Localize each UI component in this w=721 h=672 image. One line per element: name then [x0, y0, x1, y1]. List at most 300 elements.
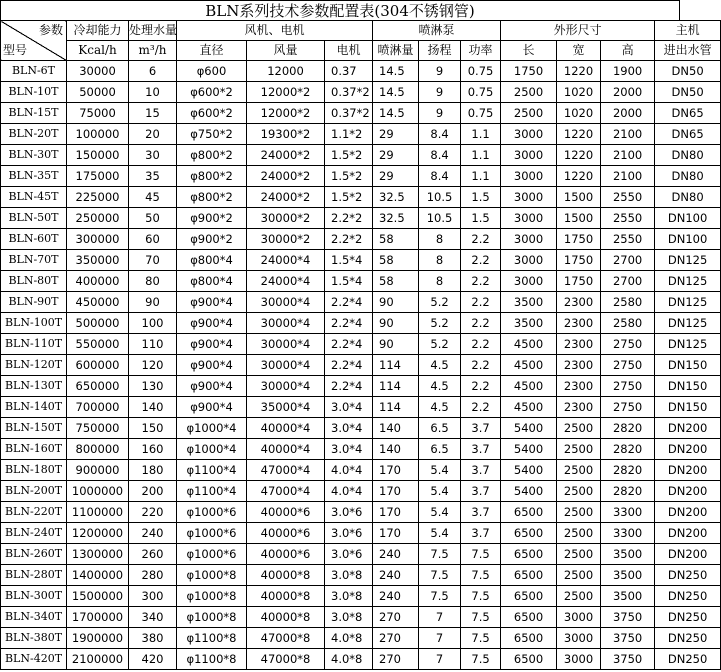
air-volume-cell: 30000*4	[247, 313, 325, 334]
water-flow-cell: 110	[129, 334, 177, 355]
pump-head-cell: 5.4	[419, 523, 461, 544]
pipe-size-cell: DN200	[655, 460, 721, 481]
pump-head-cell: 9	[419, 103, 461, 124]
table-row	[1, 502, 721, 523]
motor-power-cell: 2.2*4	[325, 355, 373, 376]
pipe-size-cell: DN100	[655, 208, 721, 229]
width-cell: 2300	[557, 376, 601, 397]
fan-diameter-cell: φ900*2	[177, 208, 247, 229]
pipe-size-cell: DN200	[655, 481, 721, 502]
header-row-1	[1, 21, 721, 41]
pump-power-cell: 2.2	[461, 355, 501, 376]
pump-head-cell: 8	[419, 229, 461, 250]
motor-power-cell: 1.5*2	[325, 187, 373, 208]
spray-volume-cell: 14.5	[373, 82, 419, 103]
table-row	[1, 292, 721, 313]
water-flow-cell: 340	[129, 607, 177, 628]
width-cell: 2500	[557, 502, 601, 523]
motor-power-cell: 2.2*4	[325, 313, 373, 334]
table-row	[1, 628, 721, 649]
air-volume-cell: 30000*2	[247, 229, 325, 250]
spray-volume-cell: 32.5	[373, 187, 419, 208]
pump-head-cell: 6.5	[419, 439, 461, 460]
length-cell: 3000	[501, 271, 557, 292]
cooling-capacity-cell: 750000	[67, 418, 129, 439]
pump-power-cell: 2.2	[461, 334, 501, 355]
height-cell: 3750	[601, 628, 655, 649]
model-cell: BLN-60T	[1, 229, 67, 250]
pump-head-cell: 7	[419, 607, 461, 628]
cooling-capacity-cell: 30000	[67, 61, 129, 82]
length-cell: 3000	[501, 166, 557, 187]
fan-diameter-cell: φ1000*8	[177, 565, 247, 586]
width-cell: 3000	[557, 649, 601, 670]
pump-head-cell: 8	[419, 250, 461, 271]
air-volume-cell: 40000*6	[247, 544, 325, 565]
model-cell: BLN-10T	[1, 82, 67, 103]
pipe-size-cell: DN65	[655, 103, 721, 124]
cooling-capacity-cell: 1300000	[67, 544, 129, 565]
height-cell: 2750	[601, 397, 655, 418]
fan-diameter-cell: φ600	[177, 61, 247, 82]
pump-head-cell: 5.4	[419, 502, 461, 523]
pump-power-cell: 1.1	[461, 124, 501, 145]
pump-head-cell: 7	[419, 649, 461, 670]
fan-diameter-cell: φ750*2	[177, 124, 247, 145]
model-cell: BLN-220T	[1, 502, 67, 523]
power-header: 功率	[461, 41, 501, 61]
water-flow-cell: 70	[129, 250, 177, 271]
pump-head-cell: 5.2	[419, 292, 461, 313]
cooling-capacity-cell: 650000	[67, 376, 129, 397]
width-cell: 2500	[557, 460, 601, 481]
pump-power-cell: 2.2	[461, 229, 501, 250]
height-cell: 1900	[601, 61, 655, 82]
fan-diameter-cell: φ800*2	[177, 145, 247, 166]
fan-diameter-cell: φ600*2	[177, 103, 247, 124]
length-cell: 6500	[501, 586, 557, 607]
table-row	[1, 607, 721, 628]
length-cell: 4500	[501, 334, 557, 355]
motor-power-cell: 3.0*8	[325, 565, 373, 586]
fan-diameter-cell: φ1100*8	[177, 628, 247, 649]
pump-head-cell: 7	[419, 628, 461, 649]
spray-volume-cell: 240	[373, 586, 419, 607]
height-cell: 3500	[601, 544, 655, 565]
air-volume-cell: 47000*4	[247, 481, 325, 502]
pump-head-cell: 5.2	[419, 334, 461, 355]
water-flow-cell: 60	[129, 229, 177, 250]
water-flow-cell: 100	[129, 313, 177, 334]
height-cell: 2000	[601, 103, 655, 124]
length-cell: 1750	[501, 61, 557, 82]
motor-power-cell: 3.0*8	[325, 607, 373, 628]
cooling-capacity-cell: 900000	[67, 460, 129, 481]
pipe-size-cell: DN200	[655, 544, 721, 565]
air-volume-cell: 40000*6	[247, 523, 325, 544]
model-cell: BLN-240T	[1, 523, 67, 544]
fan-diameter-cell: φ800*4	[177, 250, 247, 271]
air-volume-cell: 12000*2	[247, 103, 325, 124]
spray-volume-cell: 270	[373, 649, 419, 670]
pipe-size-cell: DN50	[655, 61, 721, 82]
air-volume-cell: 30000*4	[247, 292, 325, 313]
pump-head-cell: 10.5	[419, 208, 461, 229]
pump-power-cell: 7.5	[461, 607, 501, 628]
pump-head-cell: 8.4	[419, 145, 461, 166]
length-cell: 3500	[501, 292, 557, 313]
length-cell: 5400	[501, 418, 557, 439]
spray-volume-cell: 58	[373, 271, 419, 292]
height-cell: 2550	[601, 208, 655, 229]
air-volume-cell: 12000*2	[247, 82, 325, 103]
height-cell: 2580	[601, 292, 655, 313]
air-volume-cell: 47000*4	[247, 460, 325, 481]
pipe-size-cell: DN200	[655, 439, 721, 460]
pipe-size-cell: DN125	[655, 271, 721, 292]
spray-volume-cell: 58	[373, 250, 419, 271]
air-volume-cell: 40000*8	[247, 607, 325, 628]
cooling-capacity-cell: 500000	[67, 313, 129, 334]
pump-head-cell: 9	[419, 61, 461, 82]
pump-power-cell: 2.2	[461, 397, 501, 418]
spray-volume-cell: 170	[373, 460, 419, 481]
water-flow-cell: 180	[129, 460, 177, 481]
fan-diameter-cell: φ800*2	[177, 187, 247, 208]
pump-power-cell: 1.5	[461, 187, 501, 208]
motor-power-cell: 2.2*4	[325, 376, 373, 397]
pipe-size-cell: DN200	[655, 418, 721, 439]
motor-power-cell: 3.0*8	[325, 586, 373, 607]
length-cell: 6500	[501, 523, 557, 544]
header-row-2	[1, 41, 721, 61]
air-volume-cell: 47000*8	[247, 649, 325, 670]
cooling-capacity-cell: 75000	[67, 103, 129, 124]
pump-power-cell: 2.2	[461, 376, 501, 397]
length-cell: 6500	[501, 565, 557, 586]
pipe-size-cell: DN100	[655, 229, 721, 250]
cooling-capacity-cell: 50000	[67, 82, 129, 103]
cooling-capacity-cell: 1700000	[67, 607, 129, 628]
pipe-size-cell: DN250	[655, 649, 721, 670]
air-volume-cell: 12000	[247, 61, 325, 82]
width-cell: 1500	[557, 187, 601, 208]
width-cell: 2500	[557, 439, 601, 460]
pump-head-cell: 4.5	[419, 376, 461, 397]
pump-power-cell: 1.1	[461, 145, 501, 166]
table-row	[1, 271, 721, 292]
water-flow-cell: 140	[129, 397, 177, 418]
air-volume-cell: 40000*8	[247, 586, 325, 607]
length-cell: 4500	[501, 397, 557, 418]
spray-volume-cell: 140	[373, 418, 419, 439]
motor-power-cell: 4.0*4	[325, 460, 373, 481]
fan-diameter-cell: φ1000*6	[177, 502, 247, 523]
air-volume-cell: 40000*6	[247, 502, 325, 523]
length-cell: 3000	[501, 250, 557, 271]
table-row	[1, 187, 721, 208]
width-cell: 1750	[557, 250, 601, 271]
cooling-capacity-cell: 1100000	[67, 502, 129, 523]
model-cell: BLN-90T	[1, 292, 67, 313]
model-cell: BLN-6T	[1, 61, 67, 82]
width-cell: 1220	[557, 166, 601, 187]
fan-diameter-cell: φ900*4	[177, 313, 247, 334]
fan-diameter-cell: φ900*4	[177, 292, 247, 313]
fan-diameter-cell: φ900*2	[177, 229, 247, 250]
width-cell: 2300	[557, 313, 601, 334]
pipe-size-cell: DN150	[655, 355, 721, 376]
water-flow-cell: 90	[129, 292, 177, 313]
model-cell: BLN-180T	[1, 460, 67, 481]
height-cell: 2100	[601, 124, 655, 145]
cooling-capacity-cell: 225000	[67, 187, 129, 208]
water-flow-cell: 50	[129, 208, 177, 229]
width-cell: 1220	[557, 145, 601, 166]
fan-diameter-cell: φ900*4	[177, 376, 247, 397]
height-cell: 3500	[601, 565, 655, 586]
pump-head-cell: 7.5	[419, 544, 461, 565]
cooling-capacity-cell: 400000	[67, 271, 129, 292]
model-cell: BLN-300T	[1, 586, 67, 607]
height-header: 高	[601, 41, 655, 61]
pipe-size-cell: DN125	[655, 250, 721, 271]
pump-power-cell: 3.7	[461, 502, 501, 523]
water-flow-cell: 120	[129, 355, 177, 376]
water-flow-cell: 280	[129, 565, 177, 586]
length-cell: 5400	[501, 439, 557, 460]
table-row	[1, 544, 721, 565]
length-cell: 3000	[501, 124, 557, 145]
pump-power-cell: 3.7	[461, 418, 501, 439]
table-row	[1, 523, 721, 544]
spray-pump-header: 喷淋泵	[373, 21, 501, 41]
pipe-size-cell: DN150	[655, 397, 721, 418]
flow-unit-header: m³/h	[129, 41, 177, 61]
motor-power-cell: 3.0*6	[325, 502, 373, 523]
motor-power-cell: 3.0*4	[325, 397, 373, 418]
spec-table	[0, 20, 721, 670]
table-row	[1, 376, 721, 397]
pump-power-cell: 2.2	[461, 250, 501, 271]
pipe-size-cell: DN250	[655, 607, 721, 628]
pump-head-cell: 4.5	[419, 397, 461, 418]
air-volume-cell: 24000*2	[247, 145, 325, 166]
motor-power-cell: 4.0*4	[325, 481, 373, 502]
table-row	[1, 124, 721, 145]
length-cell: 3500	[501, 313, 557, 334]
spray-volume-cell: 58	[373, 229, 419, 250]
height-cell: 3750	[601, 607, 655, 628]
spray-volume-cell: 170	[373, 523, 419, 544]
model-cell: BLN-380T	[1, 628, 67, 649]
model-cell: BLN-340T	[1, 607, 67, 628]
water-flow-cell: 260	[129, 544, 177, 565]
air-volume-cell: 30000*2	[247, 208, 325, 229]
cooling-capacity-cell: 150000	[67, 145, 129, 166]
height-cell: 2000	[601, 82, 655, 103]
height-cell: 2550	[601, 187, 655, 208]
pump-head-cell: 9	[419, 82, 461, 103]
model-cell: BLN-15T	[1, 103, 67, 124]
table-row	[1, 103, 721, 124]
water-flow-cell: 240	[129, 523, 177, 544]
height-cell: 2100	[601, 145, 655, 166]
width-cell: 1750	[557, 271, 601, 292]
width-cell: 2500	[557, 565, 601, 586]
cooling-capacity-cell: 2100000	[67, 649, 129, 670]
width-cell: 1020	[557, 82, 601, 103]
pump-head-cell: 5.4	[419, 460, 461, 481]
pump-head-cell: 7.5	[419, 586, 461, 607]
pump-head-cell: 8.4	[419, 166, 461, 187]
cooling-capacity-cell: 1400000	[67, 565, 129, 586]
length-header: 长	[501, 41, 557, 61]
motor-power-cell: 4.0*8	[325, 628, 373, 649]
spray-volume-cell: 29	[373, 145, 419, 166]
model-cell: BLN-140T	[1, 397, 67, 418]
pipe-size-cell: DN80	[655, 166, 721, 187]
table-row	[1, 649, 721, 670]
length-cell: 6500	[501, 649, 557, 670]
pipe-size-cell: DN125	[655, 334, 721, 355]
air-volume-cell: 40000*8	[247, 565, 325, 586]
pump-power-cell: 0.75	[461, 82, 501, 103]
pump-power-cell: 7.5	[461, 628, 501, 649]
spray-volume-cell: 240	[373, 565, 419, 586]
width-cell: 2500	[557, 544, 601, 565]
width-cell: 2300	[557, 355, 601, 376]
pipe-size-cell: DN250	[655, 628, 721, 649]
pump-power-cell: 7.5	[461, 565, 501, 586]
table-row	[1, 418, 721, 439]
model-cell: BLN-160T	[1, 439, 67, 460]
length-cell: 3000	[501, 187, 557, 208]
pump-power-cell: 2.2	[461, 313, 501, 334]
spray-volume-cell: 14.5	[373, 61, 419, 82]
head-header: 扬程	[419, 41, 461, 61]
model-cell: BLN-150T	[1, 418, 67, 439]
spray-volume-cell: 29	[373, 124, 419, 145]
pump-head-cell: 7.5	[419, 565, 461, 586]
height-cell: 2700	[601, 250, 655, 271]
air-volume-cell: 24000*4	[247, 271, 325, 292]
pump-head-cell: 8	[419, 271, 461, 292]
width-cell: 2300	[557, 397, 601, 418]
height-cell: 2750	[601, 355, 655, 376]
length-cell: 6500	[501, 628, 557, 649]
spray-volume-cell: 114	[373, 397, 419, 418]
fan-diameter-cell: φ1100*4	[177, 460, 247, 481]
model-cell: BLN-80T	[1, 271, 67, 292]
water-flow-header: 处理水量	[129, 21, 177, 41]
air-volume-cell: 40000*4	[247, 439, 325, 460]
motor-power-cell: 2.2*2	[325, 229, 373, 250]
fan-diameter-cell: φ1100*8	[177, 649, 247, 670]
height-cell: 3300	[601, 523, 655, 544]
cooling-capacity-cell: 175000	[67, 166, 129, 187]
water-flow-cell: 6	[129, 61, 177, 82]
param-label: 参数	[38, 23, 63, 37]
water-flow-cell: 200	[129, 481, 177, 502]
width-cell: 2500	[557, 418, 601, 439]
pump-power-cell: 7.5	[461, 586, 501, 607]
water-flow-cell: 160	[129, 439, 177, 460]
width-header: 宽	[557, 41, 601, 61]
air-volume-cell: 40000*4	[247, 418, 325, 439]
spray-volume-cell: 90	[373, 334, 419, 355]
width-cell: 1020	[557, 103, 601, 124]
fan-diameter-cell: φ1000*8	[177, 607, 247, 628]
spray-volume-cell: 170	[373, 502, 419, 523]
pump-power-cell: 3.7	[461, 523, 501, 544]
water-flow-cell: 35	[129, 166, 177, 187]
main-unit-header: 主机	[655, 21, 721, 41]
length-cell: 6500	[501, 544, 557, 565]
pipe-size-cell: DN80	[655, 145, 721, 166]
water-flow-cell: 380	[129, 628, 177, 649]
pipe-size-cell: DN125	[655, 313, 721, 334]
cooling-capacity-cell: 1900000	[67, 628, 129, 649]
fan-diameter-cell: φ1000*4	[177, 418, 247, 439]
water-flow-cell: 300	[129, 586, 177, 607]
height-cell: 3300	[601, 502, 655, 523]
model-cell: BLN-130T	[1, 376, 67, 397]
spray-volume-cell: 140	[373, 439, 419, 460]
height-cell: 2100	[601, 166, 655, 187]
table-row	[1, 229, 721, 250]
height-cell: 2550	[601, 229, 655, 250]
pump-head-cell: 8.4	[419, 124, 461, 145]
water-flow-cell: 150	[129, 418, 177, 439]
model-cell: BLN-35T	[1, 166, 67, 187]
pipe-size-cell: DN200	[655, 502, 721, 523]
table-row	[1, 586, 721, 607]
pipe-size-cell: DN250	[655, 565, 721, 586]
motor-header: 电机	[325, 41, 373, 61]
motor-power-cell: 4.0*8	[325, 649, 373, 670]
pump-power-cell: 1.5	[461, 208, 501, 229]
fan-motor-header: 风机、电机	[177, 21, 373, 41]
air-volume-cell: 47000*8	[247, 628, 325, 649]
table-row	[1, 334, 721, 355]
motor-power-cell: 1.5*2	[325, 145, 373, 166]
motor-power-cell: 0.37	[325, 61, 373, 82]
fan-diameter-cell: φ900*4	[177, 397, 247, 418]
water-flow-cell: 30	[129, 145, 177, 166]
length-cell: 2500	[501, 103, 557, 124]
width-cell: 1220	[557, 61, 601, 82]
air-volume-header: 风量	[247, 41, 325, 61]
model-cell: BLN-120T	[1, 355, 67, 376]
height-cell: 2820	[601, 460, 655, 481]
table-row	[1, 481, 721, 502]
width-cell: 2500	[557, 481, 601, 502]
diameter-header: 直径	[177, 41, 247, 61]
fan-diameter-cell: φ1100*4	[177, 481, 247, 502]
fan-diameter-cell: φ900*4	[177, 355, 247, 376]
table-row	[1, 61, 721, 82]
spray-volume-cell: 114	[373, 355, 419, 376]
cooling-capacity-cell: 1000000	[67, 481, 129, 502]
table-row	[1, 355, 721, 376]
length-cell: 6500	[501, 607, 557, 628]
width-cell: 2500	[557, 523, 601, 544]
height-cell: 2750	[601, 376, 655, 397]
pump-head-cell: 6.5	[419, 418, 461, 439]
spray-volume-cell: 170	[373, 481, 419, 502]
table-row	[1, 439, 721, 460]
